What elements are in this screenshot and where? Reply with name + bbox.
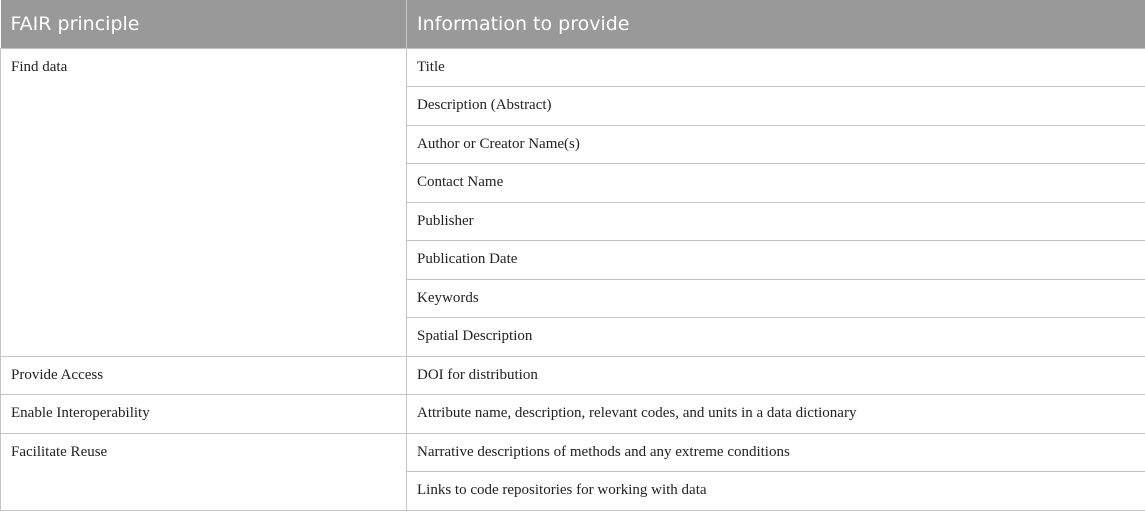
info-cell: Keywords [407,279,1145,318]
info-cell: Description (Abstract) [407,87,1145,126]
principle-cell-provide-access: Provide Access [1,356,407,395]
table-row [1,433,1145,472]
info-cell: Narrative descriptions of methods and any extreme conditions [407,433,1145,472]
principle-cell-enable-interoperability: Enable Interoperability [1,395,407,434]
table-row [1,395,1145,434]
info-cell: Attribute name, description, relevant codes, and units in a data dictionary [407,395,1145,434]
header-row [1,0,1145,48]
principle-cell-facilitate-reuse: Facilitate Reuse [1,433,407,510]
header-information-to-provide: Information to provide [407,0,1145,48]
info-cell: Publisher [407,202,1145,241]
info-cell: Spatial Description [407,318,1145,357]
table-body [1,48,1145,510]
info-cell: Links to code repositories for working with data [407,472,1145,511]
table-header [1,0,1145,48]
info-cell: Contact Name [407,164,1145,203]
info-cell: Publication Date [407,241,1145,280]
header-fair-principle: FAIR principle [1,0,407,48]
info-cell: DOI for distribution [407,356,1145,395]
principle-cell-find-data: Find data [1,48,407,356]
info-cell: Title [407,48,1145,87]
info-cell: Author or Creator Name(s) [407,125,1145,164]
table-row [1,48,1145,87]
table-row [1,356,1145,395]
